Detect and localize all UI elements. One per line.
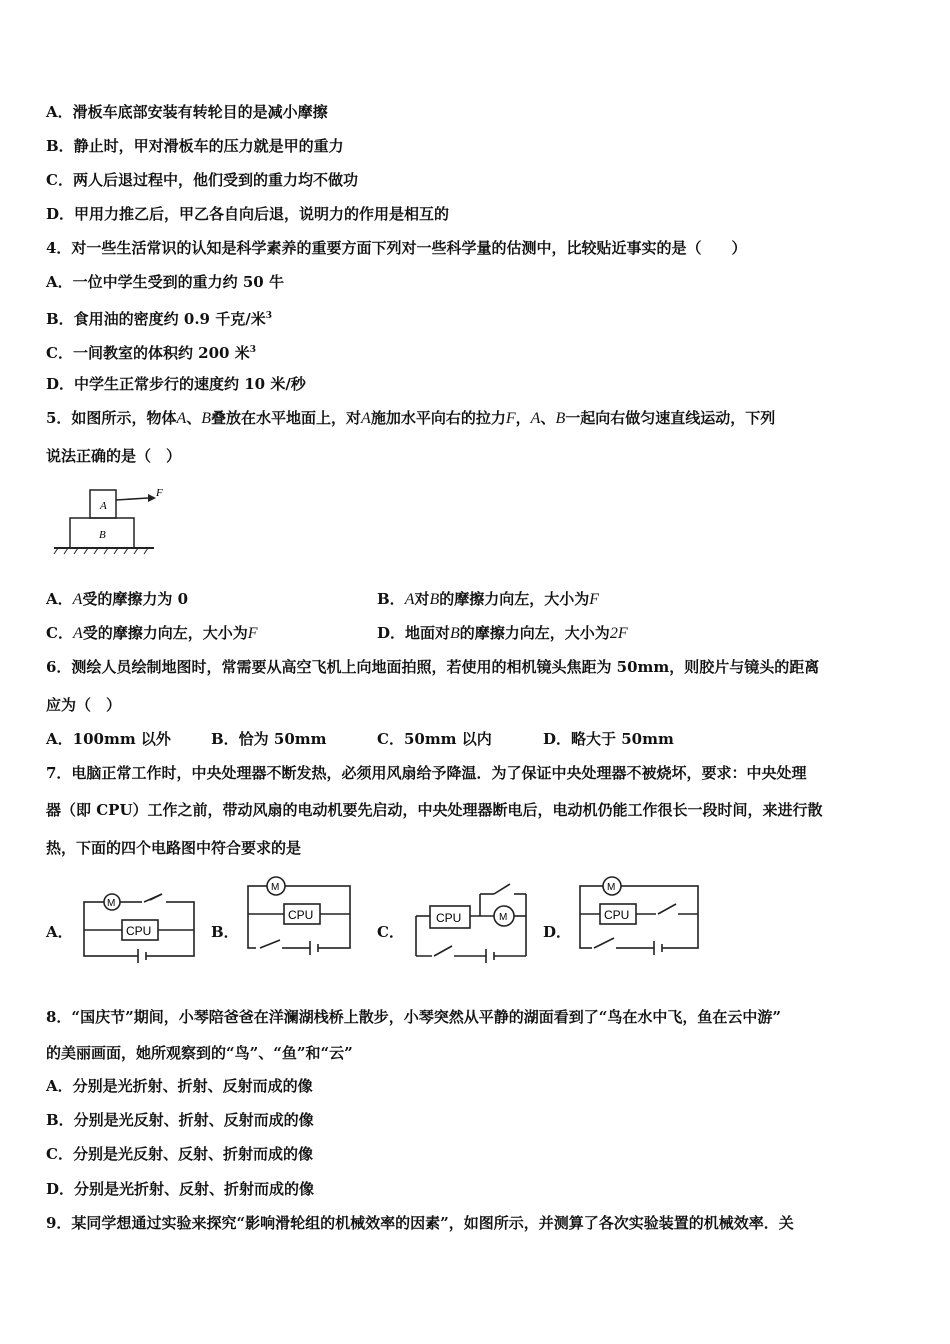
q5-stem-line2: 说法正确的是（ ）	[46, 447, 182, 465]
q4-stem: 4．对一些生活常识的认知是科学素养的重要方面下列对一些科学量的估测中，比较贴近事实的是（ ）	[46, 239, 747, 257]
q4-option-a: A．一位中学生受到的重力约 50 牛	[46, 273, 284, 291]
q4-option-d: D．中学生正常步行的速度约 10 米/秒	[46, 375, 306, 393]
q7-circuit-b-cpu: CPU	[288, 908, 314, 922]
q7-option-b-label: B．	[211, 923, 239, 941]
prev-option-c: C．两人后退过程中，他们受到的重力均不做功	[46, 171, 358, 189]
q4-option-b-superscript: 3	[265, 311, 272, 321]
q4-option-c: C．一间教室的体积约 200 米$^3$	[46, 344, 256, 362]
q6-stem-line1: 6．测绘人员绘制地图时，常需要从高空飞机上向地面拍照，若使用的相机镜头焦距为 50mm，则胶片与镜头的距离	[46, 658, 820, 676]
q8-option-d: D．分别是光折射、反射、折射而成的像	[46, 1180, 315, 1198]
q5-stem-line1: 5．如图所示，物体A、B叠放在水平地面上，对A施加水平向右的拉力F，A、B一起向右做匀速直线运动，下列	[46, 409, 776, 427]
q7-circuit-c-motor: M	[499, 912, 508, 923]
q7-stem-line3: 热，下面的四个电路图中符合要求的是	[46, 839, 302, 857]
q7-circuit-b	[240, 872, 358, 958]
q6-stem-line2: 应为（ ）	[46, 696, 122, 714]
q5-option-b: B．A对B的摩擦力向左，大小为F	[377, 590, 600, 608]
q7-circuit-a-motor: M	[107, 898, 116, 909]
q4-option-c-superscript: 3	[249, 345, 256, 355]
q7-circuit-d-cpu: CPU	[604, 908, 630, 922]
q7-circuit-a-cpu: CPU	[126, 924, 152, 938]
q7-circuit-c-cpu: CPU	[436, 911, 462, 925]
q7-circuit-c	[410, 880, 536, 964]
q7-circuit-d	[574, 872, 704, 958]
q5-option-a: A．A受的摩擦力为 0	[46, 590, 189, 608]
q7-stem-line2: 器（即 CPU）工作之前，带动风扇的电动机要先启动，中央处理器断电后，电动机仍能工作很长一段时间，来进行散	[46, 801, 823, 819]
q5-option-c: C．A受的摩擦力向左，大小为F	[46, 624, 258, 642]
q7-option-a-label: A．	[46, 923, 73, 941]
q8-stem-line2: 的美丽画面，她所观察到的“鸟”、“鱼”和“云”	[46, 1044, 353, 1062]
q7-circuit-b-motor: M	[271, 882, 280, 893]
q7-circuit-a	[78, 886, 200, 966]
q8-option-c: C．分别是光反射、反射、折射而成的像	[46, 1145, 313, 1163]
q6-option-d: D．略大于 50mm	[543, 730, 674, 748]
prev-option-b: B．静止时，甲对滑板车的压力就是甲的重力	[46, 137, 344, 155]
q8-option-a: A．分别是光折射、折射、反射而成的像	[46, 1077, 313, 1095]
prev-option-a: A．滑板车底部安装有转轮目的是减小摩擦	[46, 103, 328, 121]
q5-option-d: D．地面对B的摩擦力向左，大小为2F	[377, 624, 628, 642]
q5-figure-label-a: A	[100, 500, 107, 512]
q5-figure-label-b: B	[99, 529, 106, 541]
q7-option-d-label: D．	[543, 923, 572, 941]
q5-figure-label-f: F	[156, 487, 163, 499]
q4-option-b: B．食用油的密度约 0.9 千克/米$^3$	[46, 310, 272, 328]
q9-stem-line1: 9．某同学想通过实验来探究“影响滑轮组的机械效率的因素”，如图所示，并测算了各次实验装置的机械效率．关	[46, 1214, 794, 1232]
q7-circuit-d-motor: M	[607, 882, 616, 893]
q6-option-a: A．100mm 以外	[46, 730, 171, 748]
q8-stem-line1: 8．“国庆节”期间，小琴陪爸爸在洋澜湖栈桥上散步，小琴突然从平静的湖面看到了“鸟在水中飞，鱼在云中游”	[46, 1008, 781, 1026]
q6-option-b: B．恰为 50mm	[211, 730, 327, 748]
prev-option-d: D．甲用力推乙后，甲乙各自向后退，说明力的作用是相互的	[46, 205, 450, 223]
q5-figure-blocks	[52, 484, 162, 558]
q7-option-c-label: C．	[377, 923, 404, 941]
q7-stem-line1: 7．电脑正常工作时，中央处理器不断发热，必须用风扇给予降温．为了保证中央处理器不被烧坏，要求：中央处理	[46, 764, 807, 782]
q8-option-b: B．分别是光反射、折射、反射而成的像	[46, 1111, 314, 1129]
q6-option-c: C．50mm 以内	[377, 730, 492, 748]
